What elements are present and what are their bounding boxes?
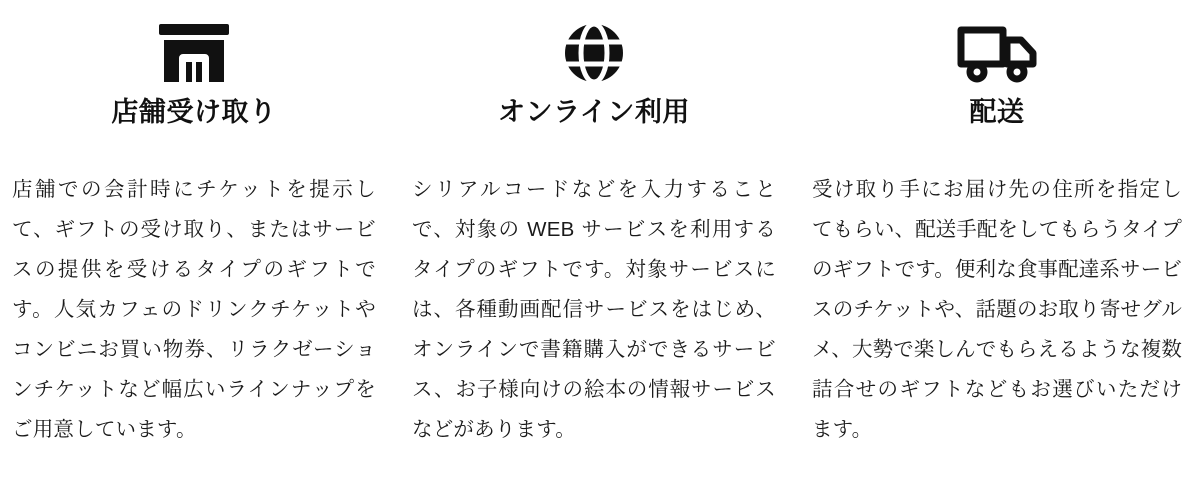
feature-heading: オンライン利用: [498, 97, 690, 127]
feature-body: シリアルコードなどを入力することで、対象の WEB サービスを利用するタイプのギフトです。対象サービスには、各種動画配信サービスをはじめ、オンラインで書籍購入ができるサービス、お子様向けの絵本の情報サービスなどがあります。: [412, 178, 776, 442]
feature-heading: 配送: [969, 97, 1025, 127]
storefront-icon: [155, 10, 233, 96]
delivery-truck-icon: [955, 10, 1039, 96]
feature-column-delivery: [800, 10, 1200, 492]
feature-column-store-pickup: [0, 10, 400, 492]
feature-column-online-use: [400, 10, 800, 492]
feature-body: 店舗での会計時にチケットを提示して、ギフトの受け取り、またはサービスの提供を受けるタイプのギフトです。人気カフェのドリンクチケットやコンビニお買い物券、リラクゼーションチケットなど幅広いラインナップをご用意しています。: [12, 178, 376, 442]
feature-body: 受け取り手にお届け先の住所を指定してもらい、配送手配をしてもらうタイプのギフトです。便利な食事配達系サービスのチケットや、話題のお取り寄せグルメ、大勢で楽しんでもらえるような複数詰合せのギフトなどもお選びいただけます。: [812, 178, 1182, 442]
globe-icon: [561, 10, 627, 96]
feature-heading: 店舗受け取り: [111, 97, 277, 127]
